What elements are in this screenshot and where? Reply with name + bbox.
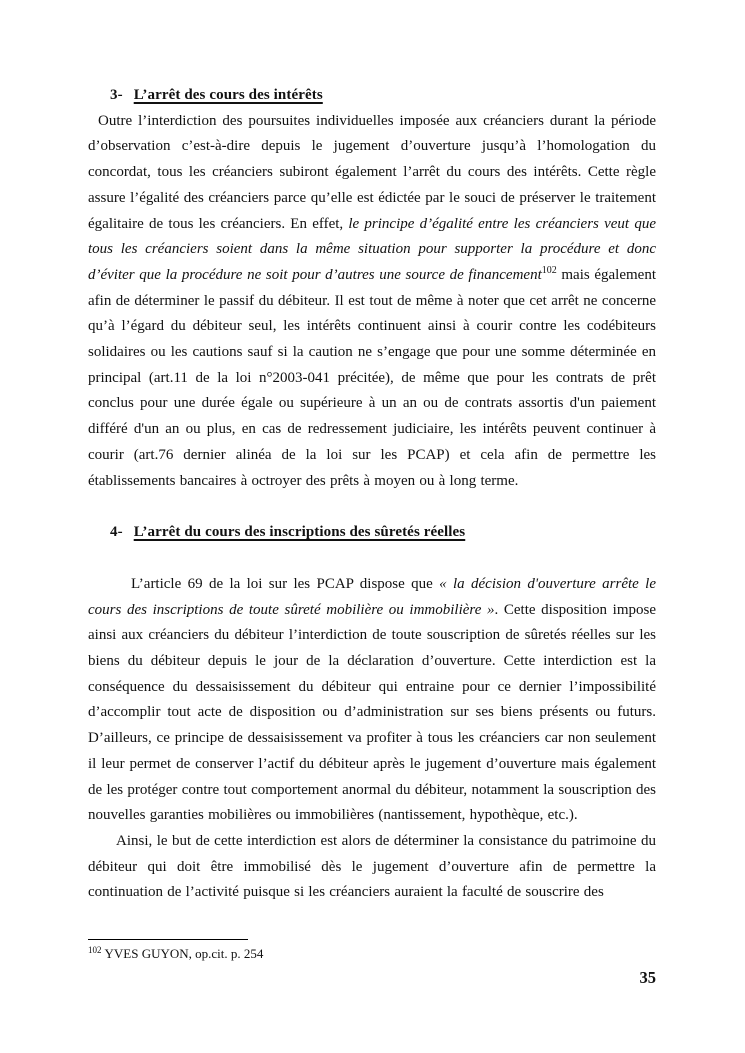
text-run: Ainsi, le but de cette interdiction est alors de déterminer la consistance du patrimoine du débiteur qui doit être immobilisé dès le jugement d’ouverture afin de permettre la continuation de l’activité puisque si les créanciers auraient la faculté de souscrire des <box>88 832 656 901</box>
paragraph-article-69 <box>88 572 656 829</box>
section-heading-4 <box>110 520 656 546</box>
heading-number: 3- <box>110 87 123 103</box>
section-interets <box>88 83 656 494</box>
footnote-separator <box>88 939 248 940</box>
text-run: mais également afin de déterminer le passif du débiteur. Il est tout de même à noter que cet arrêt ne concerne qu’à l’égard du débiteur seul, les intérêts continuent ainsi à courir contre les codébiteurs solidaires ou les cautions sauf si la caution ne s’engage que pour une somme déterminée en principal (art.11 de la loi n°2003-041 précitée), de même que pour les contrats de prêt conclus pour une durée égale ou supérieure à un an ou de contrats assortis d'un paiement différé d'un an ou plus, en cas de redressement judiciaire, les intérêts peuvent continuer à courir (art.76 dernier alinéa de la loi sur les PCAP) et cela afin de permettre les établissements bancaires à octroyer des prêts à moyen ou à long terme. <box>88 266 656 489</box>
section-inscriptions <box>88 520 656 906</box>
text-run: L’article 69 de la loi sur les PCAP dispose que <box>131 575 440 592</box>
footnote-marker: 102 <box>88 944 102 955</box>
heading-title: L’arrêt du cours des inscriptions des sûretés réelles <box>133 524 466 541</box>
heading-number: 4- <box>110 524 123 541</box>
footnote-reference: 102 <box>541 264 557 276</box>
text-run: le principe d’égalité entre les créanciers veut que tous les créanciers soient dans la même situation pour supporter la procédure et donc d’éviter que la procédure ne soit pour d’autres une source de financement <box>88 215 656 283</box>
text-run: . Cette disposition impose ainsi aux créanciers du débiteur l’interdiction de toute souscription de sûretés réelles sur les biens du débiteur depuis le jour de la déclaration d’ouverture. Cette interdiction est la conséquence du dessaisissement du débiteur qui entraine pour ce dernier l’impossibilité d’accomplir tout acte de disposition ou d’administration sur ses biens présents ou futurs. D’ailleurs, ce principe de dessaisissement va profiter à tous les créanciers car non seulement il leur permet de conserver l’actif du débiteur après le jugement d’ouverture mais également de les protéger contre tout comportement anormal du débiteur, notamment la souscription des nouvelles garanties mobilières ou immobilières (nantissement, hypothèque, etc.). <box>88 601 656 824</box>
heading-title: L’arrêt des cours des intérêts <box>133 87 323 103</box>
footnote-area <box>88 939 656 963</box>
page-number: 35 <box>639 968 656 987</box>
paragraph-but-interdiction <box>88 829 656 906</box>
footnote-text: YVES GUYON, op.cit. p. 254 <box>104 946 264 961</box>
footnote <box>88 945 656 963</box>
paragraph-interets <box>88 109 656 495</box>
text-run: « la décision d'ouverture arrête le cours des inscriptions de toute sûreté mobilière ou immobilière » <box>88 575 656 618</box>
page-content <box>88 83 656 906</box>
text-run: Outre l’interdiction des poursuites individuelles imposée aux créanciers durant la période d’observation c’est-à-dire depuis le jugement d’ouverture jusqu’à l’homologation du concordat, tous les créanciers subiront également l’arrêt du cours des intérêts. Cette règle assure l’égalité des créanciers parce qu’elle est édictée par le souci de préserver le traitement égalitaire de tous les créanciers. En effet, <box>88 112 656 232</box>
section-heading-3 <box>110 83 656 109</box>
